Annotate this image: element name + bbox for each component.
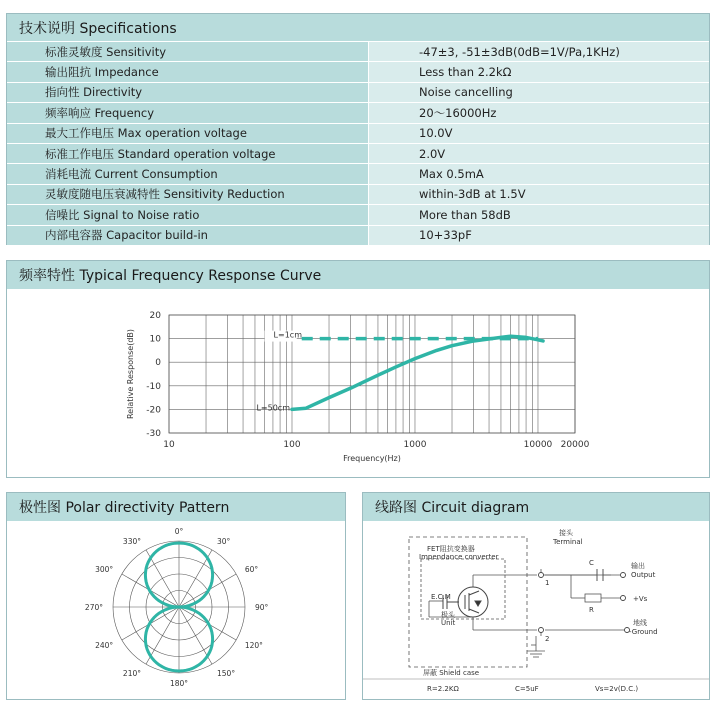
spec-row (7, 102, 709, 122)
x-tick-label: 100 (283, 440, 301, 450)
spec-value: Noise cancelling (369, 83, 709, 102)
spec-label: 最大工作电压 Max operation voltage (7, 124, 369, 143)
spec-row (7, 143, 709, 163)
spec-value: 10+33pF (369, 226, 709, 245)
terminal-label-cn: 接头 (559, 529, 573, 537)
output-terminal (621, 573, 626, 578)
capacitor-label: C (589, 559, 594, 567)
spec-value: within-3dB at 1.5V (369, 185, 709, 204)
x-axis-label: Frequency(Hz) (343, 454, 401, 463)
polar-angle-label: 210° (122, 668, 141, 678)
specifications-table (7, 41, 709, 245)
polar-pattern-title: 极性图 Polar directivity Pattern (7, 493, 345, 521)
frequency-response-panel (6, 260, 710, 478)
unit-label: Unit (441, 619, 456, 627)
polar-pattern-chart (7, 521, 345, 699)
vs-terminal (621, 596, 626, 601)
y-tick-label: 10 (149, 334, 161, 345)
spec-value: Less than 2.2kΩ (369, 62, 709, 81)
terminal-2 (539, 628, 544, 633)
y-axis-label: Relative Response(dB) (126, 328, 135, 420)
x-tick-label: 10 (163, 440, 175, 450)
spec-row (7, 123, 709, 143)
spec-value: Max 0.5mA (369, 164, 709, 183)
frequency-response-title: 频率特性 Typical Frequency Response Curve (7, 261, 709, 289)
y-tick-label: -10 (146, 381, 161, 392)
ground-label-cn: 地线 (633, 619, 647, 627)
resistor-label: R (589, 606, 594, 614)
spec-row (7, 204, 709, 224)
polar-angle-label: 60° (244, 565, 259, 574)
specifications-title: 技术说明 Specifications (7, 14, 709, 41)
polar-angle-label: 330° (122, 537, 141, 547)
polar-angle-label: 300° (95, 565, 114, 574)
vs-label: +Vs (633, 595, 648, 603)
chart-grid (169, 315, 575, 433)
spec-label: 频率响应 Frequency (7, 103, 369, 122)
y-tick-label: 0 (155, 358, 161, 369)
series-line-2 (292, 336, 543, 409)
y-tick-label: -20 (146, 405, 161, 416)
fet-label-en: Impendance converter (419, 553, 499, 561)
polar-angle-label: 270° (84, 603, 103, 612)
polar-angle-label: 240° (95, 641, 114, 650)
spec-value: More than 58dB (369, 205, 709, 224)
spec-label: 输出阻抗 Impedance (7, 62, 369, 81)
impedance-converter-outline (421, 559, 505, 619)
polar-angle-label: 120° (244, 641, 263, 650)
spec-label: 灵敏度随电压衰减特性 Sensitivity Reduction (7, 185, 369, 204)
spec-row (7, 61, 709, 81)
spec-row (7, 184, 709, 204)
ecm-label: E.C.M (431, 593, 451, 601)
resistor-value: R=2.2KΩ (427, 685, 459, 693)
fet-transistor (458, 587, 488, 617)
output-label-cn: 输出 (631, 562, 645, 570)
y-tick-label: 20 (149, 311, 161, 321)
frequency-response-chart (7, 289, 709, 477)
circuit-diagram (363, 521, 709, 699)
spec-label: 标准工作电压 Standard operation voltage (7, 144, 369, 163)
spec-row (7, 41, 709, 61)
terminal-1 (539, 573, 544, 578)
spec-label: 内部电容器 Capacitor build-in (7, 226, 369, 245)
spec-value: 2.0V (369, 144, 709, 163)
series-label-1cm: L=1cm (273, 330, 303, 340)
spec-row (7, 82, 709, 102)
x-tick-label: 1000 (403, 440, 427, 450)
x-tick-label: 20000 (560, 440, 590, 450)
spec-value: -47±3, -51±3dB(0dB=1V/Pa,1KHz) (369, 42, 709, 61)
specifications-panel (6, 13, 710, 245)
pin-2-label: 2 (545, 635, 550, 643)
ground-label-en: -Ground (629, 628, 658, 636)
capacitor-value: C=5uF (515, 685, 539, 693)
terminal-label-en: Terminal (553, 538, 583, 546)
x-tick-label: 10000 (523, 440, 553, 450)
polar-angle-label: 150° (217, 668, 236, 678)
spec-row (7, 163, 709, 183)
polar-angle-label: 0° (174, 527, 184, 536)
polar-angle-label: 30° (217, 537, 231, 547)
spec-value: 10.0V (369, 124, 709, 143)
plot-frame (169, 315, 575, 433)
vs-value: Vs=2v(D.C.) (595, 685, 639, 693)
shield-label: 屏蔽 Shield case (423, 669, 480, 677)
y-tick-label: -30 (146, 429, 161, 439)
spec-label: 信噪比 Signal to Noise ratio (7, 205, 369, 224)
spec-value: 20～16000Hz (369, 103, 709, 122)
polar-angle-label: 90° (255, 603, 269, 612)
spec-row (7, 225, 709, 245)
spec-label: 指向性 Directivity (7, 83, 369, 102)
spec-label: 消耗电流 Current Consumption (7, 164, 369, 183)
spec-label: 标准灵敏度 Sensitivity (7, 42, 369, 61)
series-label-50cm: L=50cm (256, 403, 290, 413)
polar-pattern-panel (6, 492, 346, 700)
polar-angle-label: 180° (169, 679, 189, 688)
fet-label-cn: FET阻抗变换器 (427, 545, 475, 553)
ecm-label-cn: 极头 (441, 611, 455, 619)
circuit-diagram-panel (362, 492, 710, 700)
output-label-en: Output (631, 571, 656, 579)
resistor (585, 594, 601, 602)
circuit-diagram-title: 线路图 Circuit diagram (363, 493, 709, 521)
pin-1-label: 1 (545, 579, 550, 587)
